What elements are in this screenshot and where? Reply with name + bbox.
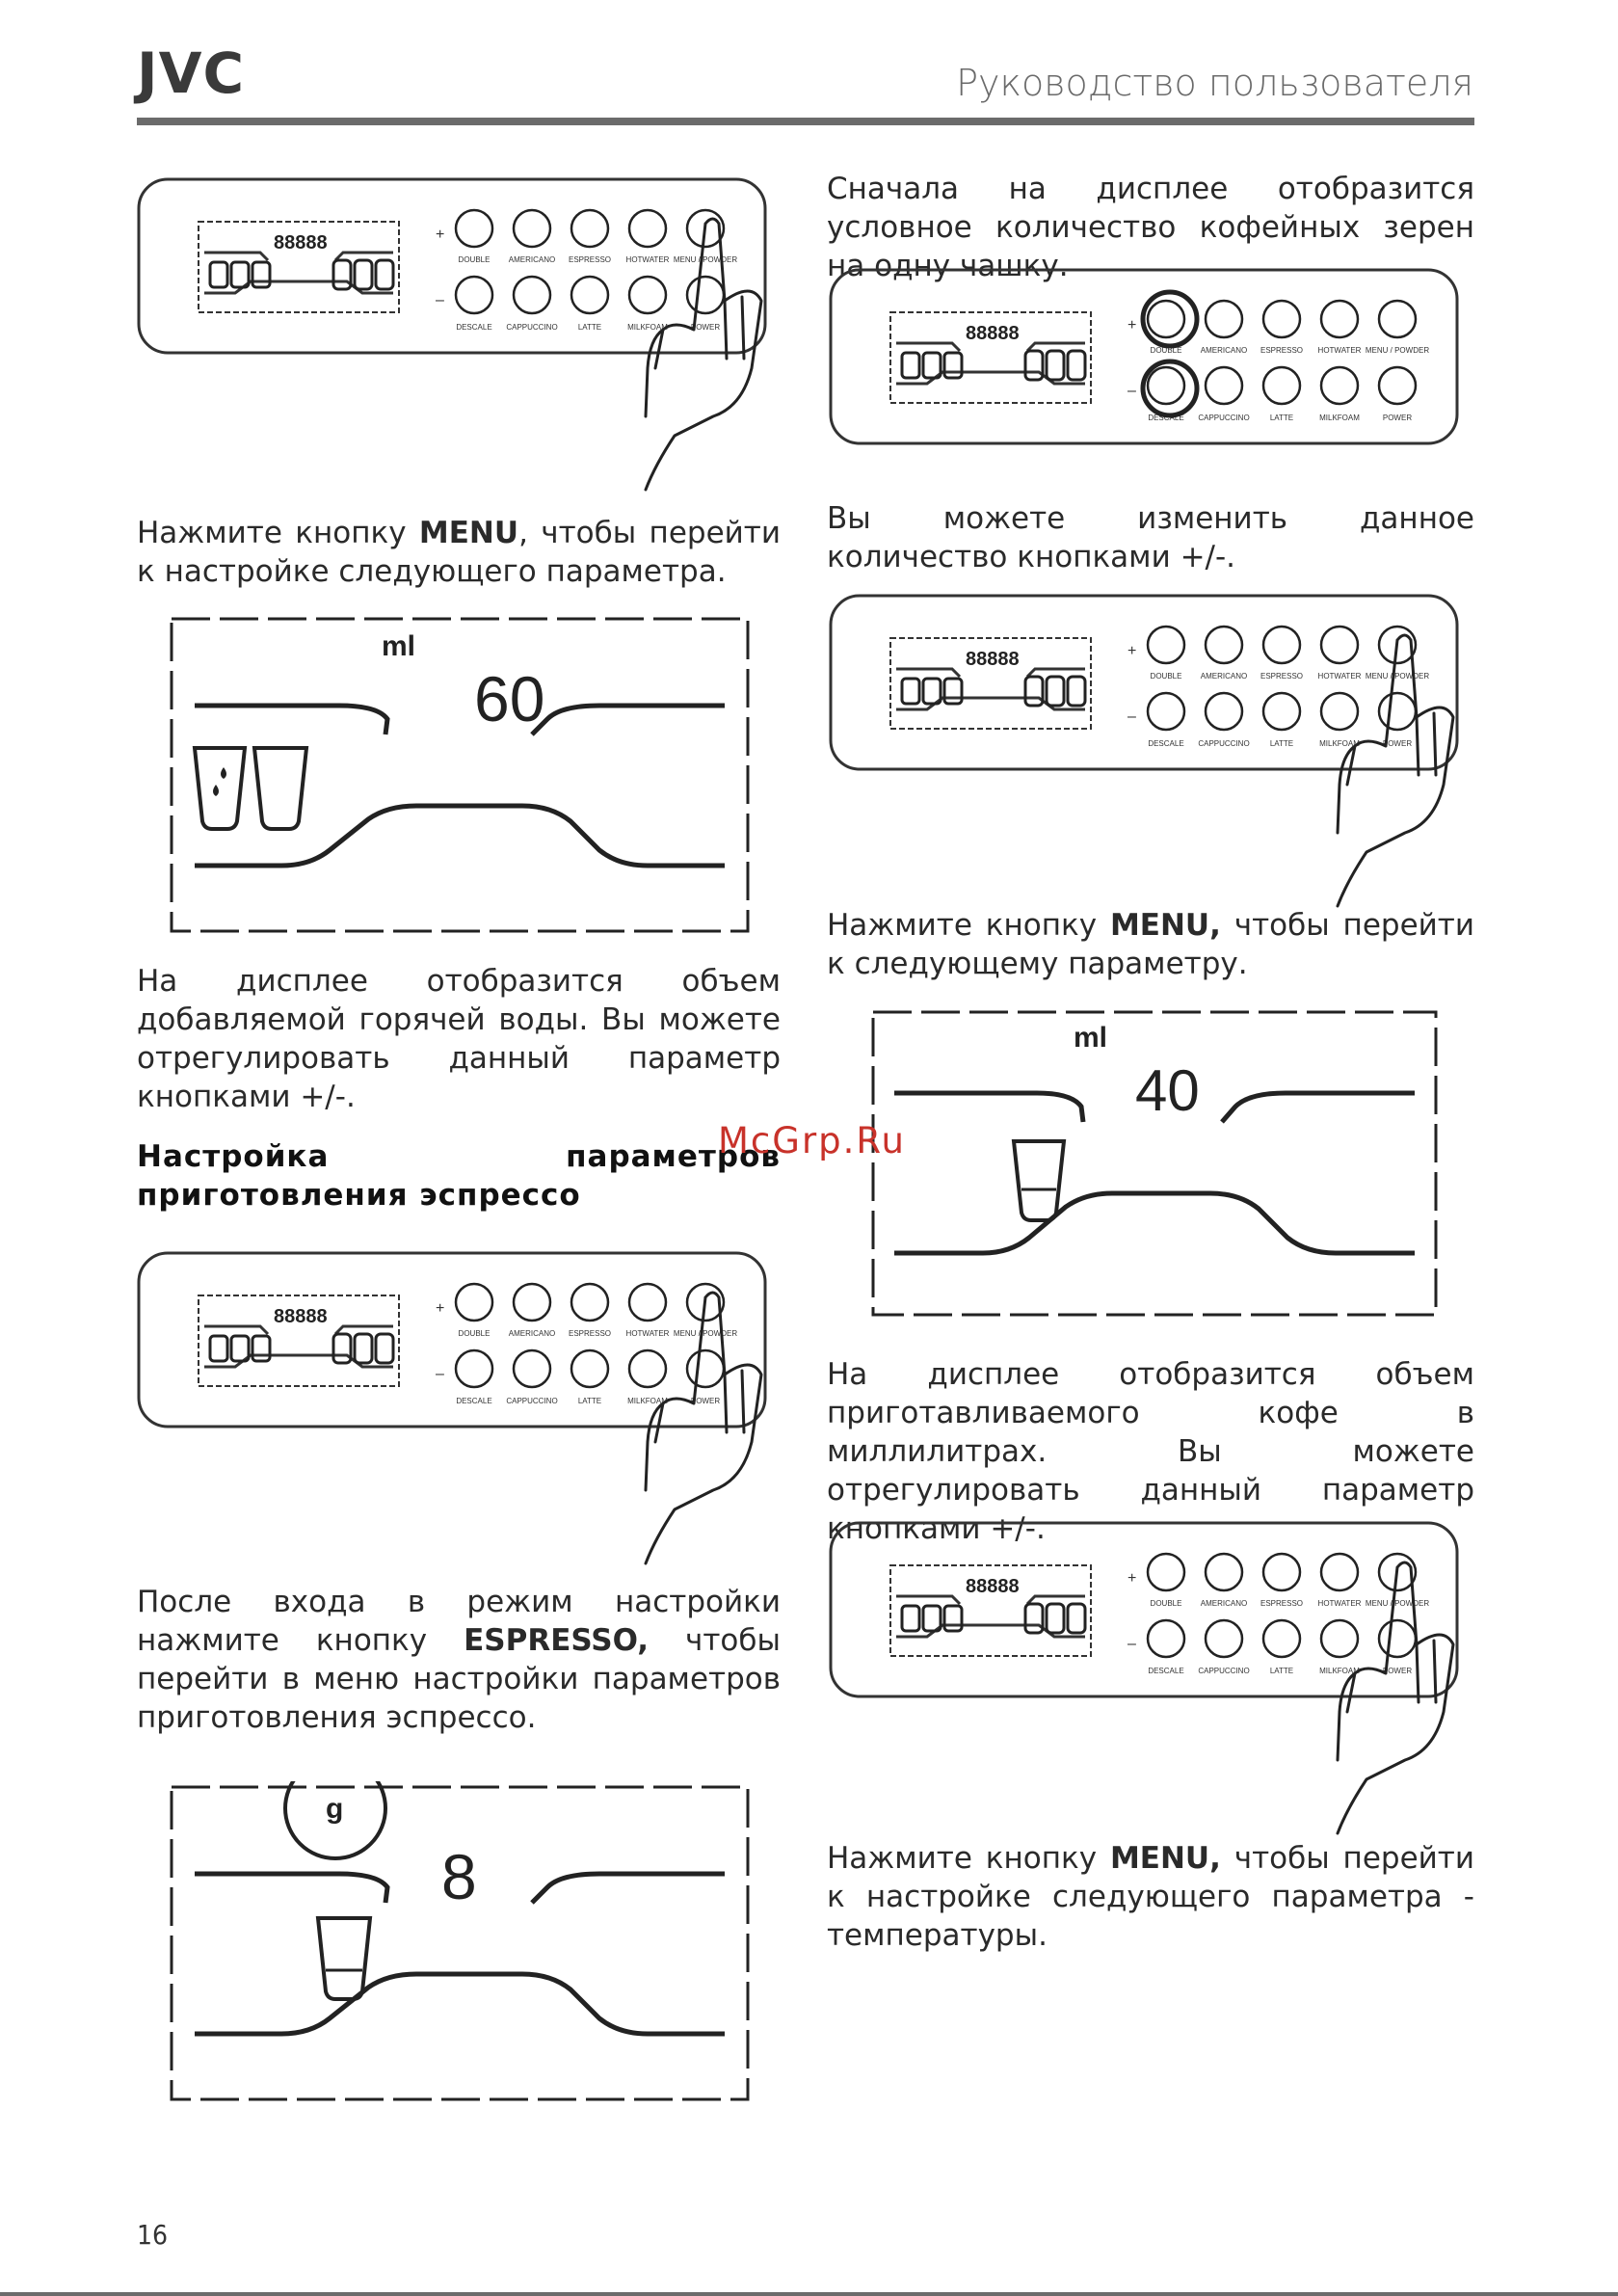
panel-button-hotwater: [1321, 627, 1358, 663]
mini-lcd-digits: 88888: [274, 1306, 328, 1327]
panel-button-latte: [571, 1350, 608, 1387]
panel-button-label: LATTE: [577, 323, 602, 332]
panel-button-label: HOTWATER: [1317, 672, 1362, 681]
panel-button-label: MENU / POWDER: [1365, 672, 1430, 681]
brand-logo: JVC: [137, 40, 246, 106]
mini-cup-icon: [355, 1334, 372, 1363]
panel-button-label: MENU / POWDER: [673, 255, 738, 264]
mini-cup-icon: [1047, 1604, 1064, 1633]
panel-button-latte: [1263, 1620, 1300, 1657]
plus-label: +: [1127, 1570, 1137, 1587]
panel-button-descale: [1148, 693, 1184, 730]
panel-button-label: DOUBLE: [1150, 346, 1182, 355]
panel-button-milkfoam: [629, 1350, 666, 1387]
display-value: 40: [1135, 1058, 1200, 1123]
bottom-divider: [0, 2292, 1618, 2296]
panel-button-cappuccino: [514, 1350, 550, 1387]
control-panel: [831, 270, 1457, 443]
mini-cup-icon: [333, 1334, 351, 1363]
panel-button-label: HOTWATER: [1317, 346, 1362, 355]
minus-label: –: [1127, 383, 1136, 399]
panel-button-label: AMERICANO: [1200, 672, 1248, 681]
panel-button-espresso: [1263, 627, 1300, 663]
mini-cup-icon: [902, 679, 919, 704]
control-panel-illustration: [827, 266, 1482, 464]
mini-cup-icon: [902, 353, 919, 378]
mini-cup-icon: [376, 1334, 393, 1363]
panel-button-label: DOUBLE: [1150, 1599, 1182, 1608]
panel-button-label: DESCALE: [456, 1397, 492, 1405]
panel-button-label: CAPPUCCINO: [1198, 414, 1250, 422]
mini-lcd-digits: 88888: [966, 323, 1020, 344]
plus-label: +: [1127, 643, 1137, 659]
lcd-display: [166, 613, 754, 937]
header-divider: [137, 118, 1474, 125]
panel-button-cappuccino: [1206, 693, 1242, 730]
minus-label: –: [1127, 708, 1136, 725]
panel-button-espresso: [1263, 1554, 1300, 1590]
panel-button-descale: [456, 1350, 492, 1387]
mini-cup-icon: [902, 1606, 919, 1631]
control-panel: [139, 179, 765, 490]
paragraph-adjust: Вы можете изменить данное количество кнопками +/-.: [827, 501, 1474, 574]
control-panel: [831, 596, 1457, 906]
panel-button-label: CAPPUCCINO: [506, 1397, 558, 1405]
panel-button-label: POWER: [1382, 1667, 1413, 1675]
panel-button-cappuccino: [1206, 1620, 1242, 1657]
panel-button-label: CAPPUCCINO: [506, 323, 558, 332]
mini-cup-icon: [355, 260, 372, 289]
lcd-display-coffee-dose: [166, 1781, 754, 2110]
panel-button-cappuccino: [1206, 367, 1242, 404]
panel-button-label: POWER: [690, 1397, 721, 1405]
minus-label: –: [436, 1366, 444, 1382]
mini-lcd-digits: 88888: [966, 649, 1020, 670]
mini-cup-icon: [1047, 351, 1064, 380]
lcd-display: [166, 1781, 754, 2105]
panel-button-label: ESPRESSO: [1260, 672, 1304, 681]
panel-button-label: ESPRESSO: [1260, 346, 1304, 355]
panel-button-hotwater: [629, 210, 666, 247]
mini-cup-icon: [252, 1336, 270, 1361]
minus-label: –: [436, 292, 444, 308]
panel-button-americano: [514, 210, 550, 247]
panel-button-label: LATTE: [1269, 1667, 1294, 1675]
mini-cup-icon: [1068, 351, 1085, 380]
panel-button-label: MILKFOAM: [1319, 739, 1360, 748]
lcd-display: [867, 1006, 1442, 1321]
lcd-display-coffee-volume: [867, 1006, 1442, 1325]
paragraph-coffee-volume: На дисплее отобразится объем приготавливаемого кофе в миллилитрах. Вы можете отрегулировать данный параметр кнопками +/-.: [827, 1357, 1474, 1546]
panel-button-power: [687, 277, 724, 313]
lcd-display-water-volume: [166, 613, 754, 942]
section-heading: Настройка параметров приготовления эспрессо: [137, 1139, 781, 1213]
mini-cup-icon: [1025, 677, 1043, 706]
instruction-menu-2: Нажмите кнопку MENU, чтобы перейти к следующему параметру.: [827, 908, 1474, 981]
panel-button-label: CAPPUCCINO: [1198, 739, 1250, 748]
mini-cup-icon: [1025, 351, 1043, 380]
panel-button-label: AMERICANO: [508, 1329, 556, 1338]
mini-lcd-digits: 88888: [966, 1576, 1020, 1597]
panel-button-label: LATTE: [1269, 739, 1294, 748]
mini-cup-icon: [210, 262, 227, 287]
display-value: 8: [441, 1841, 477, 1912]
panel-button-label: MENU / POWDER: [1365, 346, 1430, 355]
panel-button-hotwater: [1321, 301, 1358, 337]
panel-button-power: [1379, 1620, 1416, 1657]
minus-label: –: [1127, 1636, 1136, 1652]
panel-button-menu-powder: [1379, 301, 1416, 337]
panel-button-label: DESCALE: [1148, 1667, 1184, 1675]
panel-button-label: ESPRESSO: [568, 255, 612, 264]
panel-button-label: ESPRESSO: [568, 1329, 612, 1338]
cup-icon: [254, 748, 306, 829]
control-panel: [139, 1253, 765, 1563]
mini-cup-icon: [1025, 1604, 1043, 1633]
plus-label: +: [436, 227, 445, 243]
panel-button-label: HOTWATER: [625, 1329, 670, 1338]
panel-button-double: [1148, 301, 1184, 337]
mini-cup-icon: [1047, 677, 1064, 706]
panel-button-americano: [1206, 627, 1242, 663]
mini-cup-icon: [1068, 677, 1085, 706]
mini-cup-icon: [944, 353, 962, 378]
panel-button-double: [456, 1284, 492, 1321]
panel-button-label: CAPPUCCINO: [1198, 1667, 1250, 1675]
panel-button-label: POWER: [690, 323, 721, 332]
panel-button-latte: [1263, 693, 1300, 730]
cup-icon: [318, 1918, 370, 1999]
panel-button-label: HOTWATER: [1317, 1599, 1362, 1608]
panel-button-milkfoam: [1321, 367, 1358, 404]
panel-button-label: MILKFOAM: [627, 323, 668, 332]
panel-button-power: [687, 1350, 724, 1387]
panel-button-milkfoam: [1321, 1620, 1358, 1657]
panel-button-hotwater: [1321, 1554, 1358, 1590]
panel-button-power: [1379, 693, 1416, 730]
panel-button-label: MILKFOAM: [1319, 1667, 1360, 1675]
header-title: Руководство пользователя: [956, 62, 1473, 104]
panel-button-label: MENU / POWDER: [1365, 1599, 1430, 1608]
panel-button-label: LATTE: [1269, 414, 1294, 422]
panel-button-label: HOTWATER: [625, 255, 670, 264]
panel-button-double: [1148, 627, 1184, 663]
panel-button-espresso: [1263, 301, 1300, 337]
panel-button-espresso: [571, 1284, 608, 1321]
panel-button-label: DESCALE: [1148, 739, 1184, 748]
control-panel-illustration: [827, 592, 1482, 915]
panel-button-cappuccino: [514, 277, 550, 313]
mini-cup-icon: [376, 260, 393, 289]
panel-button-hotwater: [629, 1284, 666, 1321]
panel-button-label: DOUBLE: [458, 1329, 491, 1338]
panel-button-americano: [1206, 301, 1242, 337]
panel-button-latte: [1263, 367, 1300, 404]
display-unit: g: [326, 1793, 344, 1825]
mini-cup-icon: [333, 260, 351, 289]
plus-label: +: [1127, 317, 1137, 334]
display-unit: ml: [382, 630, 416, 662]
control-panel-illustration: [135, 1249, 790, 1572]
panel-button-label: LATTE: [577, 1397, 602, 1405]
mini-cup-icon: [944, 679, 962, 704]
mini-lcd-digits: 88888: [274, 232, 328, 254]
panel-button-milkfoam: [629, 277, 666, 313]
panel-button-descale: [1148, 367, 1184, 404]
paragraph-water-volume: На дисплее отобразится объем добавляемой горячей воды. Вы можете отрегулировать данный параметр кнопками +/-.: [137, 964, 781, 1114]
panel-button-espresso: [571, 210, 608, 247]
display-unit: ml: [1074, 1022, 1108, 1054]
panel-button-label: DOUBLE: [1150, 672, 1182, 681]
mini-cup-icon: [944, 1606, 962, 1631]
control-panel-illustration: [827, 1519, 1482, 1842]
panel-button-label: DOUBLE: [458, 255, 491, 264]
watermark: McGrp.Ru: [718, 1120, 906, 1161]
panel-button-label: POWER: [1382, 414, 1413, 422]
panel-button-latte: [571, 277, 608, 313]
instruction-espresso: После входа в режим настройки нажмите кнопку ESPRESSO, чтобы перейти в меню настройки параметров приготовления эспрессо.: [137, 1585, 781, 1735]
panel-button-double: [1148, 1554, 1184, 1590]
panel-button-power: [1379, 367, 1416, 404]
panel-button-americano: [514, 1284, 550, 1321]
instruction-menu-1: Нажмите кнопку MENU, чтобы перейти к настройке следующего параметра.: [137, 516, 781, 589]
control-panel-illustration: [135, 175, 790, 498]
panel-button-label: MILKFOAM: [1319, 414, 1360, 422]
instruction-menu-3: Нажмите кнопку MENU, чтобы перейти к настройке следующего параметра - температуры.: [827, 1841, 1474, 1953]
panel-button-label: DESCALE: [1148, 414, 1184, 422]
panel-button-label: AMERICANO: [508, 255, 556, 264]
mini-cup-icon: [252, 262, 270, 287]
panel-button-label: AMERICANO: [1200, 1599, 1248, 1608]
display-value: 60: [474, 663, 545, 734]
panel-button-milkfoam: [1321, 693, 1358, 730]
panel-button-descale: [1148, 1620, 1184, 1657]
paragraph-beans: Сначала на дисплее отобразится условное количество кофейных зерен на одну чашку.: [827, 172, 1474, 283]
panel-button-double: [456, 210, 492, 247]
cup-icon-double: [195, 748, 245, 829]
mini-cup-icon: [210, 1336, 227, 1361]
page-number: 16: [137, 2219, 169, 2251]
panel-button-label: MILKFOAM: [627, 1397, 668, 1405]
panel-button-descale: [456, 277, 492, 313]
plus-label: +: [436, 1300, 445, 1317]
panel-button-label: POWER: [1382, 739, 1413, 748]
cup-icon: [1014, 1141, 1064, 1220]
panel-button-label: DESCALE: [456, 323, 492, 332]
control-panel: [831, 1523, 1457, 1833]
panel-button-label: MENU / POWDER: [673, 1329, 738, 1338]
panel-button-label: ESPRESSO: [1260, 1599, 1304, 1608]
panel-button-label: AMERICANO: [1200, 346, 1248, 355]
mini-cup-icon: [1068, 1604, 1085, 1633]
panel-button-americano: [1206, 1554, 1242, 1590]
